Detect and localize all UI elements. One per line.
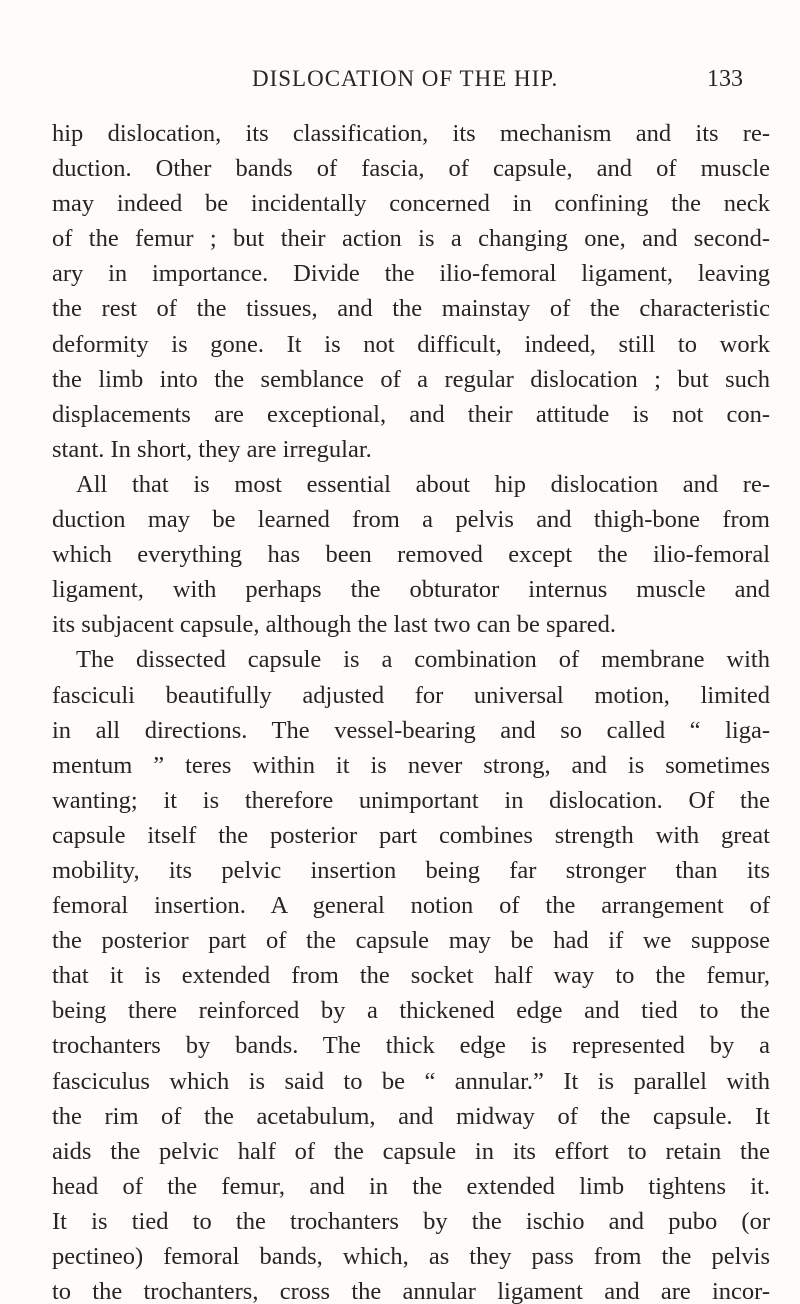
text-line: mobility, its pelvic insertion being far stronger than its xyxy=(52,856,770,884)
text-line: wanting; it is therefore unimportant in dislocation. Of the xyxy=(52,786,770,814)
text-line: of the femur ; but their action is a changing one, and second- xyxy=(52,225,770,253)
running-head xyxy=(0,66,800,96)
text-line: ary in importance. Divide the ilio-femoral ligament, leaving xyxy=(52,260,770,288)
text-line: the rest of the tissues, and the mainstay of the characteristic xyxy=(52,295,770,323)
page-number: 133 xyxy=(707,66,743,92)
text-line: It is tied to the trochanters by the ischio and pubo (or xyxy=(52,1207,770,1235)
text-line: the rim of the acetabulum, and midway of the capsule. It xyxy=(52,1102,770,1130)
text-line: duction. Other bands of fascia, of capsule, and of muscle xyxy=(52,155,770,183)
text-line: ligament, with perhaps the obturator internus muscle and xyxy=(52,576,770,604)
text-line: mentum ” teres within it is never strong, and is sometimes xyxy=(52,751,770,779)
text-line: deformity is gone. It is not difficult, indeed, still to work xyxy=(52,330,770,358)
text-line: to the trochanters, cross the annular ligament and are incor- xyxy=(52,1278,770,1304)
text-line: stant. In short, they are irregular. xyxy=(52,435,372,463)
text-line: fasciculi beautifully adjusted for universal motion, limited xyxy=(52,681,770,709)
text-line: in all directions. The vessel-bearing and so called “ liga- xyxy=(52,716,770,744)
text-line: pectineo) femoral bands, which, as they pass from the pelvis xyxy=(52,1243,770,1270)
text-line: trochanters by bands. The thick edge is represented by a xyxy=(52,1032,770,1060)
text-line: All that is most essential about hip dislocation and re- xyxy=(76,470,770,498)
running-title: DISLOCATION OF THE HIP. xyxy=(252,66,559,91)
text-line: aids the pelvic half of the capsule in its effort to retain the xyxy=(52,1137,770,1165)
text-line: which everything has been removed except the ilio-femoral xyxy=(52,541,770,569)
text-line: the posterior part of the capsule may be had if we suppose xyxy=(52,927,770,955)
text-line: the limb into the semblance of a regular dislocation ; but such xyxy=(52,365,770,393)
text-line: head of the femur, and in the extended limb tightens it. xyxy=(52,1172,770,1200)
text-line: its subjacent capsule, although the last two can be spared. xyxy=(52,611,617,639)
text-line: duction may be learned from a pelvis and thigh-bone from xyxy=(52,506,770,534)
text-line: being there reinforced by a thickened edge and tied to the xyxy=(52,997,770,1025)
text-line: hip dislocation, its classification, its mechanism and its re- xyxy=(52,120,770,147)
text-line: fasciculus which is said to be “ annular.” It is parallel with xyxy=(52,1067,770,1095)
body-text xyxy=(52,116,770,1304)
text-line: The dissected capsule is a combination of membrane with xyxy=(76,646,770,674)
text-line: that it is extended from the socket half way to the femur, xyxy=(52,962,770,990)
text-line: femoral insertion. A general notion of the arrangement of xyxy=(52,892,770,920)
text-line: capsule itself the posterior part combines strength with great xyxy=(52,821,770,849)
text-line: displacements are exceptional, and their attitude is not con- xyxy=(52,400,770,428)
text-line: may indeed be incidentally concerned in confining the neck xyxy=(52,190,770,218)
